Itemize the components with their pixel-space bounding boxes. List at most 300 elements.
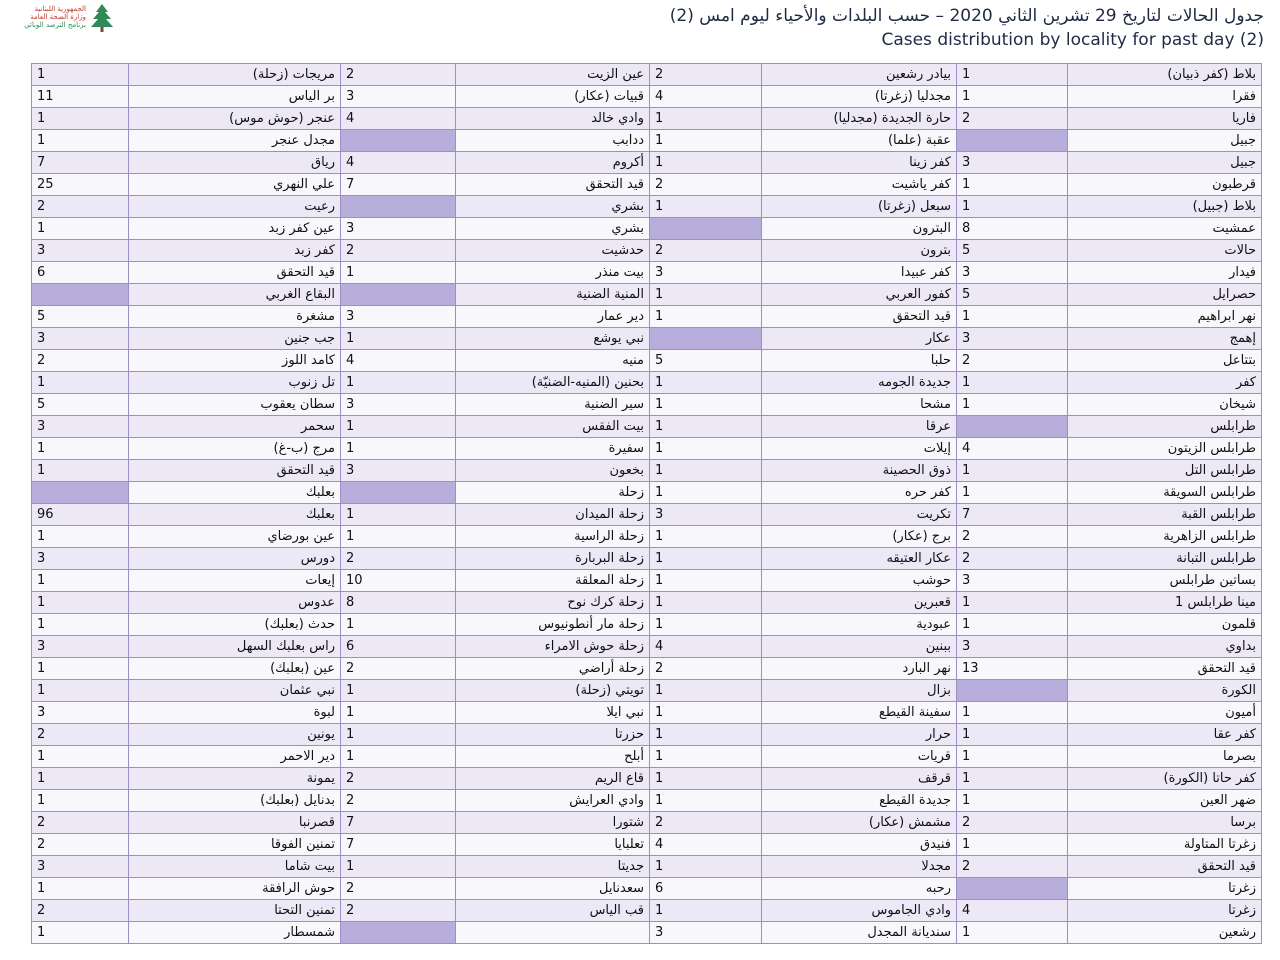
case-count: 6 — [32, 262, 129, 284]
locality-name: نهر البارد — [762, 658, 957, 680]
case-count: 1 — [341, 416, 456, 438]
case-count: 2 — [957, 526, 1068, 548]
locality-name: أبلح — [456, 746, 650, 768]
locality-name: إيلات — [762, 438, 957, 460]
locality-name: جب جنين — [129, 328, 341, 350]
locality-name: بلاط (كفر ذبيان) — [1068, 64, 1262, 86]
case-count: 1 — [650, 460, 762, 482]
locality-name: رشعين — [1068, 922, 1262, 944]
locality-name: رعيت — [129, 196, 341, 218]
locality-name: برسا — [1068, 812, 1262, 834]
locality-name: بيت منذر — [456, 262, 650, 284]
locality-name: مشغرة — [129, 306, 341, 328]
case-count: 1 — [32, 218, 129, 240]
locality-name: حلبا — [762, 350, 957, 372]
locality-name: البترون — [762, 218, 957, 240]
locality-name: نبي ايلا — [456, 702, 650, 724]
locality-name: كفر حره — [762, 482, 957, 504]
locality-name: ضهر العين — [1068, 790, 1262, 812]
ministry-line-3: برنامج الترصد الوبائي — [24, 21, 86, 29]
case-count: 4 — [341, 350, 456, 372]
locality-name: زحلة كرك نوح — [456, 592, 650, 614]
locality-name: قب الياس — [456, 900, 650, 922]
cases-table — [31, 63, 1262, 944]
case-count: 1 — [32, 592, 129, 614]
locality-name: حدشيت — [456, 240, 650, 262]
case-count: 7 — [32, 152, 129, 174]
cases-table-body — [32, 64, 1262, 944]
case-count — [341, 130, 456, 152]
locality-name: جديتا — [456, 856, 650, 878]
case-count: 1 — [650, 680, 762, 702]
case-count: 1 — [32, 372, 129, 394]
locality-name: طرابلس التل — [1068, 460, 1262, 482]
case-count: 1 — [32, 658, 129, 680]
case-count: 1 — [957, 746, 1068, 768]
case-count: 1 — [650, 284, 762, 306]
case-count: 1 — [32, 570, 129, 592]
case-count: 1 — [341, 724, 456, 746]
case-count: 25 — [32, 174, 129, 196]
table-row — [32, 86, 1262, 108]
locality-name: بيادر رشعين — [762, 64, 957, 86]
table-row — [32, 394, 1262, 416]
locality-name: رحبه — [762, 878, 957, 900]
locality-name: مشحا — [762, 394, 957, 416]
locality-name: كامد اللوز — [129, 350, 341, 372]
case-count: 1 — [32, 878, 129, 900]
locality-name: بلاط (جبيل) — [1068, 196, 1262, 218]
case-count: 2 — [341, 548, 456, 570]
locality-name: قيد التحقق — [1068, 856, 1262, 878]
locality-name: طرابلس السويقة — [1068, 482, 1262, 504]
locality-name: نبي يوشع — [456, 328, 650, 350]
case-count: 2 — [32, 834, 129, 856]
table-row — [32, 328, 1262, 350]
locality-name: قرطبون — [1068, 174, 1262, 196]
case-count: 1 — [341, 262, 456, 284]
case-count: 3 — [341, 460, 456, 482]
case-count — [341, 922, 456, 944]
locality-name: طرابلس القبة — [1068, 504, 1262, 526]
locality-name: قيد التحقق — [1068, 658, 1262, 680]
locality-name: بشري — [456, 196, 650, 218]
case-count — [957, 878, 1068, 900]
locality-name: زحلة أراضي — [456, 658, 650, 680]
locality-name: حوش الرافقة — [129, 878, 341, 900]
table-row — [32, 548, 1262, 570]
locality-name: زحلة الراسية — [456, 526, 650, 548]
case-count: 7 — [341, 174, 456, 196]
case-count: 2 — [650, 658, 762, 680]
locality-name: علي النهري — [129, 174, 341, 196]
case-count: 3 — [32, 548, 129, 570]
case-count: 3 — [957, 152, 1068, 174]
case-count: 1 — [341, 746, 456, 768]
locality-name: تكريت — [762, 504, 957, 526]
locality-name: دير الاحمر — [129, 746, 341, 768]
locality-name: نهر ابراهيم — [1068, 306, 1262, 328]
table-row — [32, 592, 1262, 614]
locality-name: راس بعلبك السهل — [129, 636, 341, 658]
locality-name: قريات — [762, 746, 957, 768]
locality-name: برج (عكار) — [762, 526, 957, 548]
table-row — [32, 130, 1262, 152]
ministry-name — [8, 5, 86, 29]
table-row — [32, 922, 1262, 944]
locality-name: شمسطار — [129, 922, 341, 944]
case-count: 1 — [32, 108, 129, 130]
case-count: 1 — [32, 460, 129, 482]
case-count: 1 — [32, 438, 129, 460]
locality-name: عين بورضاي — [129, 526, 341, 548]
case-count: 1 — [650, 372, 762, 394]
case-count: 1 — [650, 900, 762, 922]
table-row — [32, 636, 1262, 658]
locality-name: قيد التحقق — [129, 460, 341, 482]
case-count: 2 — [32, 350, 129, 372]
locality-name: سطان يعقوب — [129, 394, 341, 416]
table-row — [32, 790, 1262, 812]
table-row — [32, 438, 1262, 460]
locality-name: حالات — [1068, 240, 1262, 262]
table-row — [32, 482, 1262, 504]
case-count: 1 — [341, 702, 456, 724]
locality-name: مرج (ب-غ) — [129, 438, 341, 460]
case-count: 3 — [957, 328, 1068, 350]
case-count: 1 — [650, 108, 762, 130]
locality-name: كفر حاتا (الكورة) — [1068, 768, 1262, 790]
locality-name: المنية الضنية — [456, 284, 650, 306]
locality-name: قيد التحقق — [456, 174, 650, 196]
case-count: 1 — [650, 790, 762, 812]
case-count: 4 — [650, 636, 762, 658]
locality-name: عكار — [762, 328, 957, 350]
case-count: 1 — [957, 834, 1068, 856]
case-count: 5 — [32, 394, 129, 416]
locality-name: شتورا — [456, 812, 650, 834]
locality-name: قعبرين — [762, 592, 957, 614]
locality-name: بترون — [762, 240, 957, 262]
case-count: 2 — [341, 900, 456, 922]
case-count: 2 — [32, 812, 129, 834]
case-count: 1 — [341, 504, 456, 526]
case-count: 1 — [650, 130, 762, 152]
case-count: 1 — [650, 768, 762, 790]
case-count: 3 — [650, 262, 762, 284]
table-row — [32, 240, 1262, 262]
locality-name: زحلة المعلقة — [456, 570, 650, 592]
case-count: 1 — [341, 526, 456, 548]
case-count: 3 — [32, 328, 129, 350]
table-row — [32, 680, 1262, 702]
case-count: 1 — [957, 372, 1068, 394]
case-count: 1 — [341, 372, 456, 394]
locality-name: تعلبايا — [456, 834, 650, 856]
case-count — [32, 284, 129, 306]
table-row — [32, 174, 1262, 196]
case-count: 4 — [341, 152, 456, 174]
locality-name: عين الزيت — [456, 64, 650, 86]
locality-name: زحلة حوش الامراء — [456, 636, 650, 658]
case-count — [341, 482, 456, 504]
case-count: 4 — [957, 900, 1068, 922]
locality-name: جبيل — [1068, 130, 1262, 152]
locality-name: دير عمار — [456, 306, 650, 328]
case-count: 1 — [650, 482, 762, 504]
case-count: 5 — [957, 240, 1068, 262]
case-count — [650, 218, 762, 240]
case-count: 3 — [341, 306, 456, 328]
case-count: 1 — [341, 438, 456, 460]
case-count: 2 — [957, 108, 1068, 130]
case-count: 3 — [957, 636, 1068, 658]
locality-name: زحلة البربارة — [456, 548, 650, 570]
locality-name: زغرتا المتاولة — [1068, 834, 1262, 856]
table-row — [32, 372, 1262, 394]
locality-name: تل زنوب — [129, 372, 341, 394]
case-count: 3 — [341, 394, 456, 416]
case-count: 1 — [957, 592, 1068, 614]
locality-name: تمنين التحتا — [129, 900, 341, 922]
locality-name: زحلة مار أنطونيوس — [456, 614, 650, 636]
case-count: 1 — [341, 328, 456, 350]
case-count: 1 — [957, 702, 1068, 724]
locality-name: حصرايل — [1068, 284, 1262, 306]
case-count: 1 — [650, 724, 762, 746]
locality-name: قيد التحقق — [762, 306, 957, 328]
table-row — [32, 702, 1262, 724]
case-count: 1 — [650, 856, 762, 878]
locality-name: مينا طرابلس 1 — [1068, 592, 1262, 614]
locality-name: بساتين طرابلس — [1068, 570, 1262, 592]
case-count: 3 — [32, 702, 129, 724]
locality-name: بتتاعل — [1068, 350, 1262, 372]
case-count: 4 — [957, 438, 1068, 460]
case-count — [341, 196, 456, 218]
ministry-line-2: وزارة الصحة العامة — [30, 13, 86, 21]
locality-name: بدنايل (بعلبك) — [129, 790, 341, 812]
locality-name: بعلبك — [129, 504, 341, 526]
case-count: 96 — [32, 504, 129, 526]
locality-name: عنجر (حوش موس) — [129, 108, 341, 130]
locality-name: عين (بعلبك) — [129, 658, 341, 680]
table-row — [32, 614, 1262, 636]
table-row — [32, 64, 1262, 86]
locality-name: كفر عقا — [1068, 724, 1262, 746]
locality-name: البقاع الغربي — [129, 284, 341, 306]
table-row — [32, 350, 1262, 372]
locality-name: يونين — [129, 724, 341, 746]
case-count: 2 — [32, 900, 129, 922]
case-count — [957, 680, 1068, 702]
case-count: 4 — [341, 108, 456, 130]
locality-name: ببنين — [762, 636, 957, 658]
table-row — [32, 306, 1262, 328]
locality-name: جبيل — [1068, 152, 1262, 174]
locality-name: مشمش (عكار) — [762, 812, 957, 834]
case-count: 1 — [650, 394, 762, 416]
case-count: 1 — [32, 768, 129, 790]
locality-name: سحمر — [129, 416, 341, 438]
table-row — [32, 834, 1262, 856]
table-row — [32, 526, 1262, 548]
locality-name: حدث (بعلبك) — [129, 614, 341, 636]
locality-name: شيخان — [1068, 394, 1262, 416]
case-count — [650, 328, 762, 350]
case-count: 1 — [957, 768, 1068, 790]
locality-name: ددابب — [456, 130, 650, 152]
case-count: 13 — [957, 658, 1068, 680]
case-count: 1 — [650, 592, 762, 614]
locality-name: طرابلس التبانة — [1068, 548, 1262, 570]
page-title-english: Cases distribution by locality for past day (2) — [881, 30, 1264, 50]
locality-name: كفر — [1068, 372, 1262, 394]
locality-name: عين كفر زبد — [129, 218, 341, 240]
case-count: 6 — [341, 636, 456, 658]
locality-name: مجدليا (زغرتا) — [762, 86, 957, 108]
locality-name: بصرما — [1068, 746, 1262, 768]
locality-name: كفر عبيدا — [762, 262, 957, 284]
locality-name: فيدار — [1068, 262, 1262, 284]
locality-name: بداوي — [1068, 636, 1262, 658]
locality-name: جديدة الجومه — [762, 372, 957, 394]
case-count: 1 — [32, 680, 129, 702]
case-count: 1 — [957, 460, 1068, 482]
locality-name: حارة الجديدة (مجدليا) — [762, 108, 957, 130]
locality-name: إهمج — [1068, 328, 1262, 350]
locality-name: فقرا — [1068, 86, 1262, 108]
case-count: 1 — [957, 196, 1068, 218]
locality-name: وادي الجاموس — [762, 900, 957, 922]
case-count: 2 — [957, 856, 1068, 878]
locality-name: فاريا — [1068, 108, 1262, 130]
case-count: 1 — [650, 548, 762, 570]
locality-name: إيعات — [129, 570, 341, 592]
ministry-logo — [8, 2, 118, 34]
locality-name: سفيرة — [456, 438, 650, 460]
case-count: 2 — [341, 790, 456, 812]
locality-name: بزال — [762, 680, 957, 702]
locality-name: زغرتا — [1068, 900, 1262, 922]
locality-name: مجدل عنجر — [129, 130, 341, 152]
table-row — [32, 152, 1262, 174]
locality-name: كفر زينا — [762, 152, 957, 174]
case-count: 7 — [341, 812, 456, 834]
locality-name: زحلة الميدان — [456, 504, 650, 526]
case-count: 8 — [957, 218, 1068, 240]
locality-name: حرار — [762, 724, 957, 746]
case-count: 2 — [650, 812, 762, 834]
locality-name: جديدة القيطع — [762, 790, 957, 812]
locality-name: قبيات (عكار) — [456, 86, 650, 108]
case-count: 1 — [32, 790, 129, 812]
case-count: 6 — [650, 878, 762, 900]
case-count: 3 — [32, 856, 129, 878]
locality-name: زغرتا — [1068, 878, 1262, 900]
locality-name: كفر زبد — [129, 240, 341, 262]
table-row — [32, 856, 1262, 878]
case-count — [957, 130, 1068, 152]
case-count: 2 — [32, 724, 129, 746]
case-count: 8 — [341, 592, 456, 614]
locality-name: عرقا — [762, 416, 957, 438]
case-count: 1 — [650, 306, 762, 328]
case-count: 2 — [341, 64, 456, 86]
case-count: 1 — [957, 614, 1068, 636]
locality-name: كفر ياشيت — [762, 174, 957, 196]
case-count: 1 — [341, 680, 456, 702]
case-count: 1 — [32, 64, 129, 86]
case-count — [32, 482, 129, 504]
case-count: 1 — [957, 790, 1068, 812]
case-count: 1 — [957, 174, 1068, 196]
case-count: 3 — [650, 922, 762, 944]
page-title-arabic: جدول الحالات لتاريخ 29 تشرين الثاني 2020 – حسب البلدات والأحياء ليوم امس (2) — [669, 6, 1264, 26]
case-count: 5 — [32, 306, 129, 328]
locality-name: كفور العربي — [762, 284, 957, 306]
case-count: 7 — [341, 834, 456, 856]
locality-name — [456, 922, 650, 944]
table-row — [32, 570, 1262, 592]
locality-name: قاع الريم — [456, 768, 650, 790]
locality-name: مريجات (زحلة) — [129, 64, 341, 86]
table-row — [32, 262, 1262, 284]
case-count: 3 — [32, 240, 129, 262]
locality-name: قصرنبا — [129, 812, 341, 834]
locality-name: تويتي (زحلة) — [456, 680, 650, 702]
locality-name: منيه — [456, 350, 650, 372]
locality-name: عمشيت — [1068, 218, 1262, 240]
locality-name: سعدنايل — [456, 878, 650, 900]
locality-name: بيت الفقس — [456, 416, 650, 438]
table-row — [32, 460, 1262, 482]
table-row — [32, 746, 1262, 768]
locality-name: قرقف — [762, 768, 957, 790]
case-count: 3 — [341, 218, 456, 240]
locality-name: فنيدق — [762, 834, 957, 856]
locality-name: بعلبك — [129, 482, 341, 504]
locality-name: رياق — [129, 152, 341, 174]
locality-name: حزرتا — [456, 724, 650, 746]
table-row — [32, 768, 1262, 790]
locality-name: لبوة — [129, 702, 341, 724]
case-count: 3 — [32, 636, 129, 658]
locality-name: دورس — [129, 548, 341, 570]
locality-name: ذوق الحصينة — [762, 460, 957, 482]
case-count: 1 — [957, 64, 1068, 86]
case-count: 2 — [957, 812, 1068, 834]
locality-name: سير الضنية — [456, 394, 650, 416]
table-row — [32, 812, 1262, 834]
case-count: 1 — [957, 724, 1068, 746]
locality-name: قلمون — [1068, 614, 1262, 636]
table-row — [32, 900, 1262, 922]
case-count: 1 — [957, 922, 1068, 944]
table-row — [32, 416, 1262, 438]
case-count: 3 — [957, 570, 1068, 592]
case-count — [341, 284, 456, 306]
ministry-line-1: الجمهورية اللبنانية — [34, 5, 86, 13]
locality-name: عقبة (علما) — [762, 130, 957, 152]
table-row — [32, 218, 1262, 240]
case-count: 1 — [650, 196, 762, 218]
case-count: 1 — [32, 614, 129, 636]
case-count: 1 — [650, 570, 762, 592]
case-count: 1 — [650, 152, 762, 174]
locality-name: وادي خالد — [456, 108, 650, 130]
table-row — [32, 658, 1262, 680]
